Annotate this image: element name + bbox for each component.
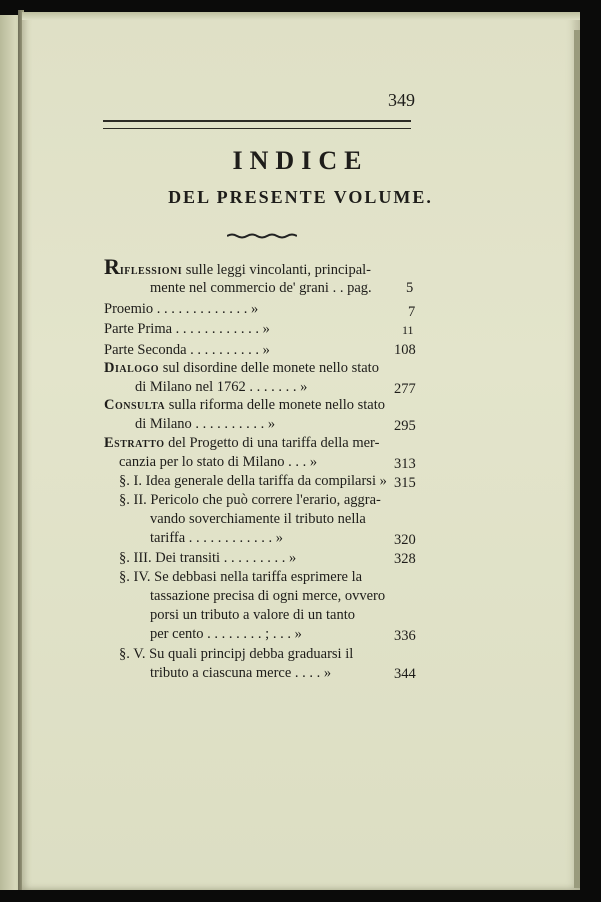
toc-entry-text: §. II. Pericolo che può correre l'erario, aggra-	[119, 492, 381, 508]
toc-line	[150, 511, 366, 528]
toc-page-number: 5	[406, 280, 414, 296]
toc-entry-text: vando soverchiamente il tributo nella	[150, 511, 366, 527]
toc-entry-text: §. IV. Se debbasi nella tariffa esprimere la	[119, 569, 363, 585]
page-title: INDICE	[232, 146, 369, 175]
toc-line	[119, 569, 362, 586]
toc-entry-text: §. III. Dei transiti . . . . . . . . . »	[119, 550, 297, 566]
drop-letter: R	[104, 254, 120, 279]
toc-line	[104, 360, 379, 377]
toc-line	[150, 280, 372, 297]
toc-page-number: 108	[394, 342, 416, 358]
toc-page-number: 295	[394, 418, 416, 434]
toc-line	[104, 301, 258, 318]
toc-line	[135, 379, 307, 396]
toc-entry-text: tributo a ciascuna merce . . . . »	[150, 665, 332, 681]
ornament-divider	[227, 233, 297, 239]
toc-page-number: 336	[394, 628, 416, 644]
toc-entry-text: tariffa . . . . . . . . . . . . »	[150, 530, 284, 546]
toc-line	[119, 473, 387, 490]
toc-entry-text: canzia per lo stato di Milano . . . »	[119, 454, 318, 470]
toc-line	[119, 454, 317, 471]
toc-line	[150, 626, 302, 643]
toc-entry-heading: Estratto	[104, 435, 165, 451]
toc-page-number: 313	[394, 456, 416, 472]
toc-entry-heading: iflessioni	[119, 262, 183, 278]
toc-entry-text: sulle leggi vincolanti, principal-	[182, 262, 371, 278]
toc-line	[104, 254, 371, 280]
toc-page-number: 11	[402, 323, 414, 337]
toc-entry-text: di Milano . . . . . . . . . . »	[135, 416, 276, 432]
toc-line	[150, 588, 385, 605]
toc-entry-text: porsi un tributo a valore di un tanto	[150, 607, 355, 623]
toc-page-number: 7	[408, 304, 416, 320]
toc-entry-text: §. V. Su quali principj debba graduarsi il	[119, 646, 354, 662]
toc-page-number: 328	[394, 551, 416, 567]
page-top-edge	[22, 12, 580, 20]
toc-page-number: 315	[394, 475, 416, 491]
toc-entry-text: Proemio . . . . . . . . . . . . . »	[104, 301, 259, 317]
toc-line	[150, 607, 355, 624]
toc-line	[150, 530, 283, 547]
toc-page-number: 277	[394, 381, 416, 397]
toc-entry-text: Parte Seconda . . . . . . . . . . »	[104, 342, 270, 358]
toc-line	[119, 550, 296, 567]
toc-line	[104, 321, 270, 338]
toc-line	[135, 416, 275, 433]
toc-line	[104, 397, 385, 414]
page-subtitle: DEL PRESENTE VOLUME.	[168, 187, 433, 207]
toc-entry-text: §. I. Idea generale della tariffa da compilarsi »	[119, 473, 387, 489]
toc-line	[104, 342, 270, 359]
toc-entry-text: Parte Prima . . . . . . . . . . . . »	[104, 321, 270, 337]
toc-line	[150, 665, 331, 682]
toc-entry-text: mente nel commercio de' grani . . pag.	[150, 280, 372, 296]
toc-entry-text: del Progetto di una tariffa della mer-	[164, 435, 380, 451]
toc-line	[119, 646, 353, 663]
header-rule	[103, 120, 411, 129]
toc-line	[104, 435, 379, 452]
toc-line	[119, 492, 381, 509]
toc-entry-text: di Milano nel 1762 . . . . . . . »	[135, 379, 308, 395]
page-number: 349	[388, 90, 415, 110]
toc-entry-text: sulla riforma delle monete nello stato	[165, 397, 386, 413]
toc-entry-heading: Consulta	[104, 397, 166, 413]
toc-entry-text: sul disordine delle monete nello stato	[159, 360, 379, 376]
toc-entry-heading: Dialogo	[104, 360, 160, 376]
toc-page-number: 320	[394, 532, 416, 548]
toc-page-number: 344	[394, 666, 416, 682]
toc-entry-text: per cento . . . . . . . . ; . . . »	[150, 626, 302, 642]
toc-entry-text: tassazione precisa di ogni merce, ovvero	[150, 588, 386, 604]
